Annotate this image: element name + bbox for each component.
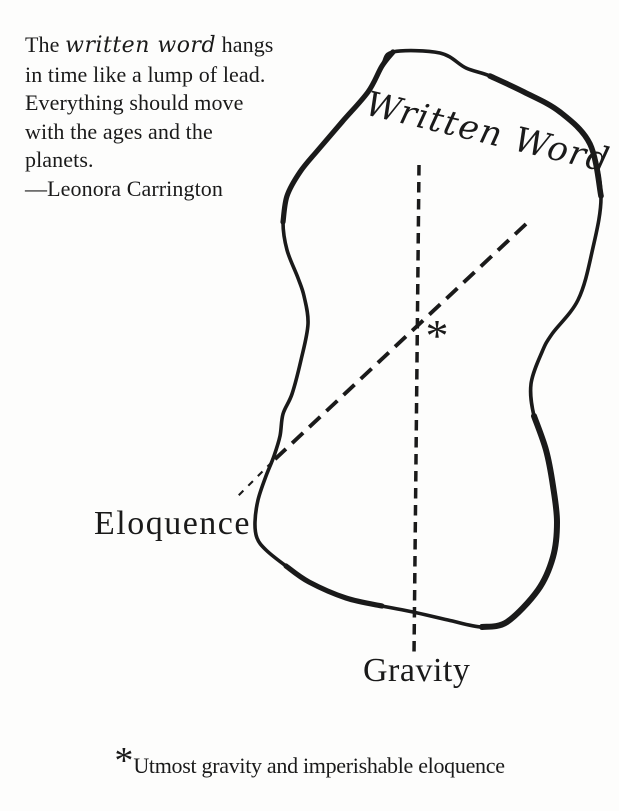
quote-text: The (25, 32, 66, 57)
quote-text: hangs (216, 32, 274, 57)
blob-outline-thick-right (482, 416, 557, 627)
footnote-text: Utmost gravity and imperishable eloquence (133, 753, 505, 778)
eloquence-axis-label: Eloquence (94, 505, 251, 542)
gravity-axis-line (414, 165, 419, 655)
eloquence-axis-line-tail (234, 462, 272, 500)
blob-outline-thick-topleft (283, 52, 393, 222)
quote-emphasis-script: written word (65, 33, 217, 58)
quote-attribution: —Leonora Carrington (25, 175, 224, 201)
quote-line-5: planets. (25, 147, 94, 172)
region-label-written-word: Written Word (361, 84, 614, 182)
eloquence-axis-line (272, 224, 526, 462)
blob-outline-thick-bottomleft (286, 566, 382, 606)
quote-line-2: in time like a lump of lead. (25, 61, 266, 87)
quote-line-4: with the ages and the (25, 118, 213, 144)
asterisk-marker: * (425, 310, 449, 361)
footnote-asterisk: * (114, 740, 134, 782)
gravity-axis-label: Gravity (363, 652, 471, 689)
quote-line-3: Everything should move (25, 90, 244, 115)
footnote (0, 740, 619, 786)
